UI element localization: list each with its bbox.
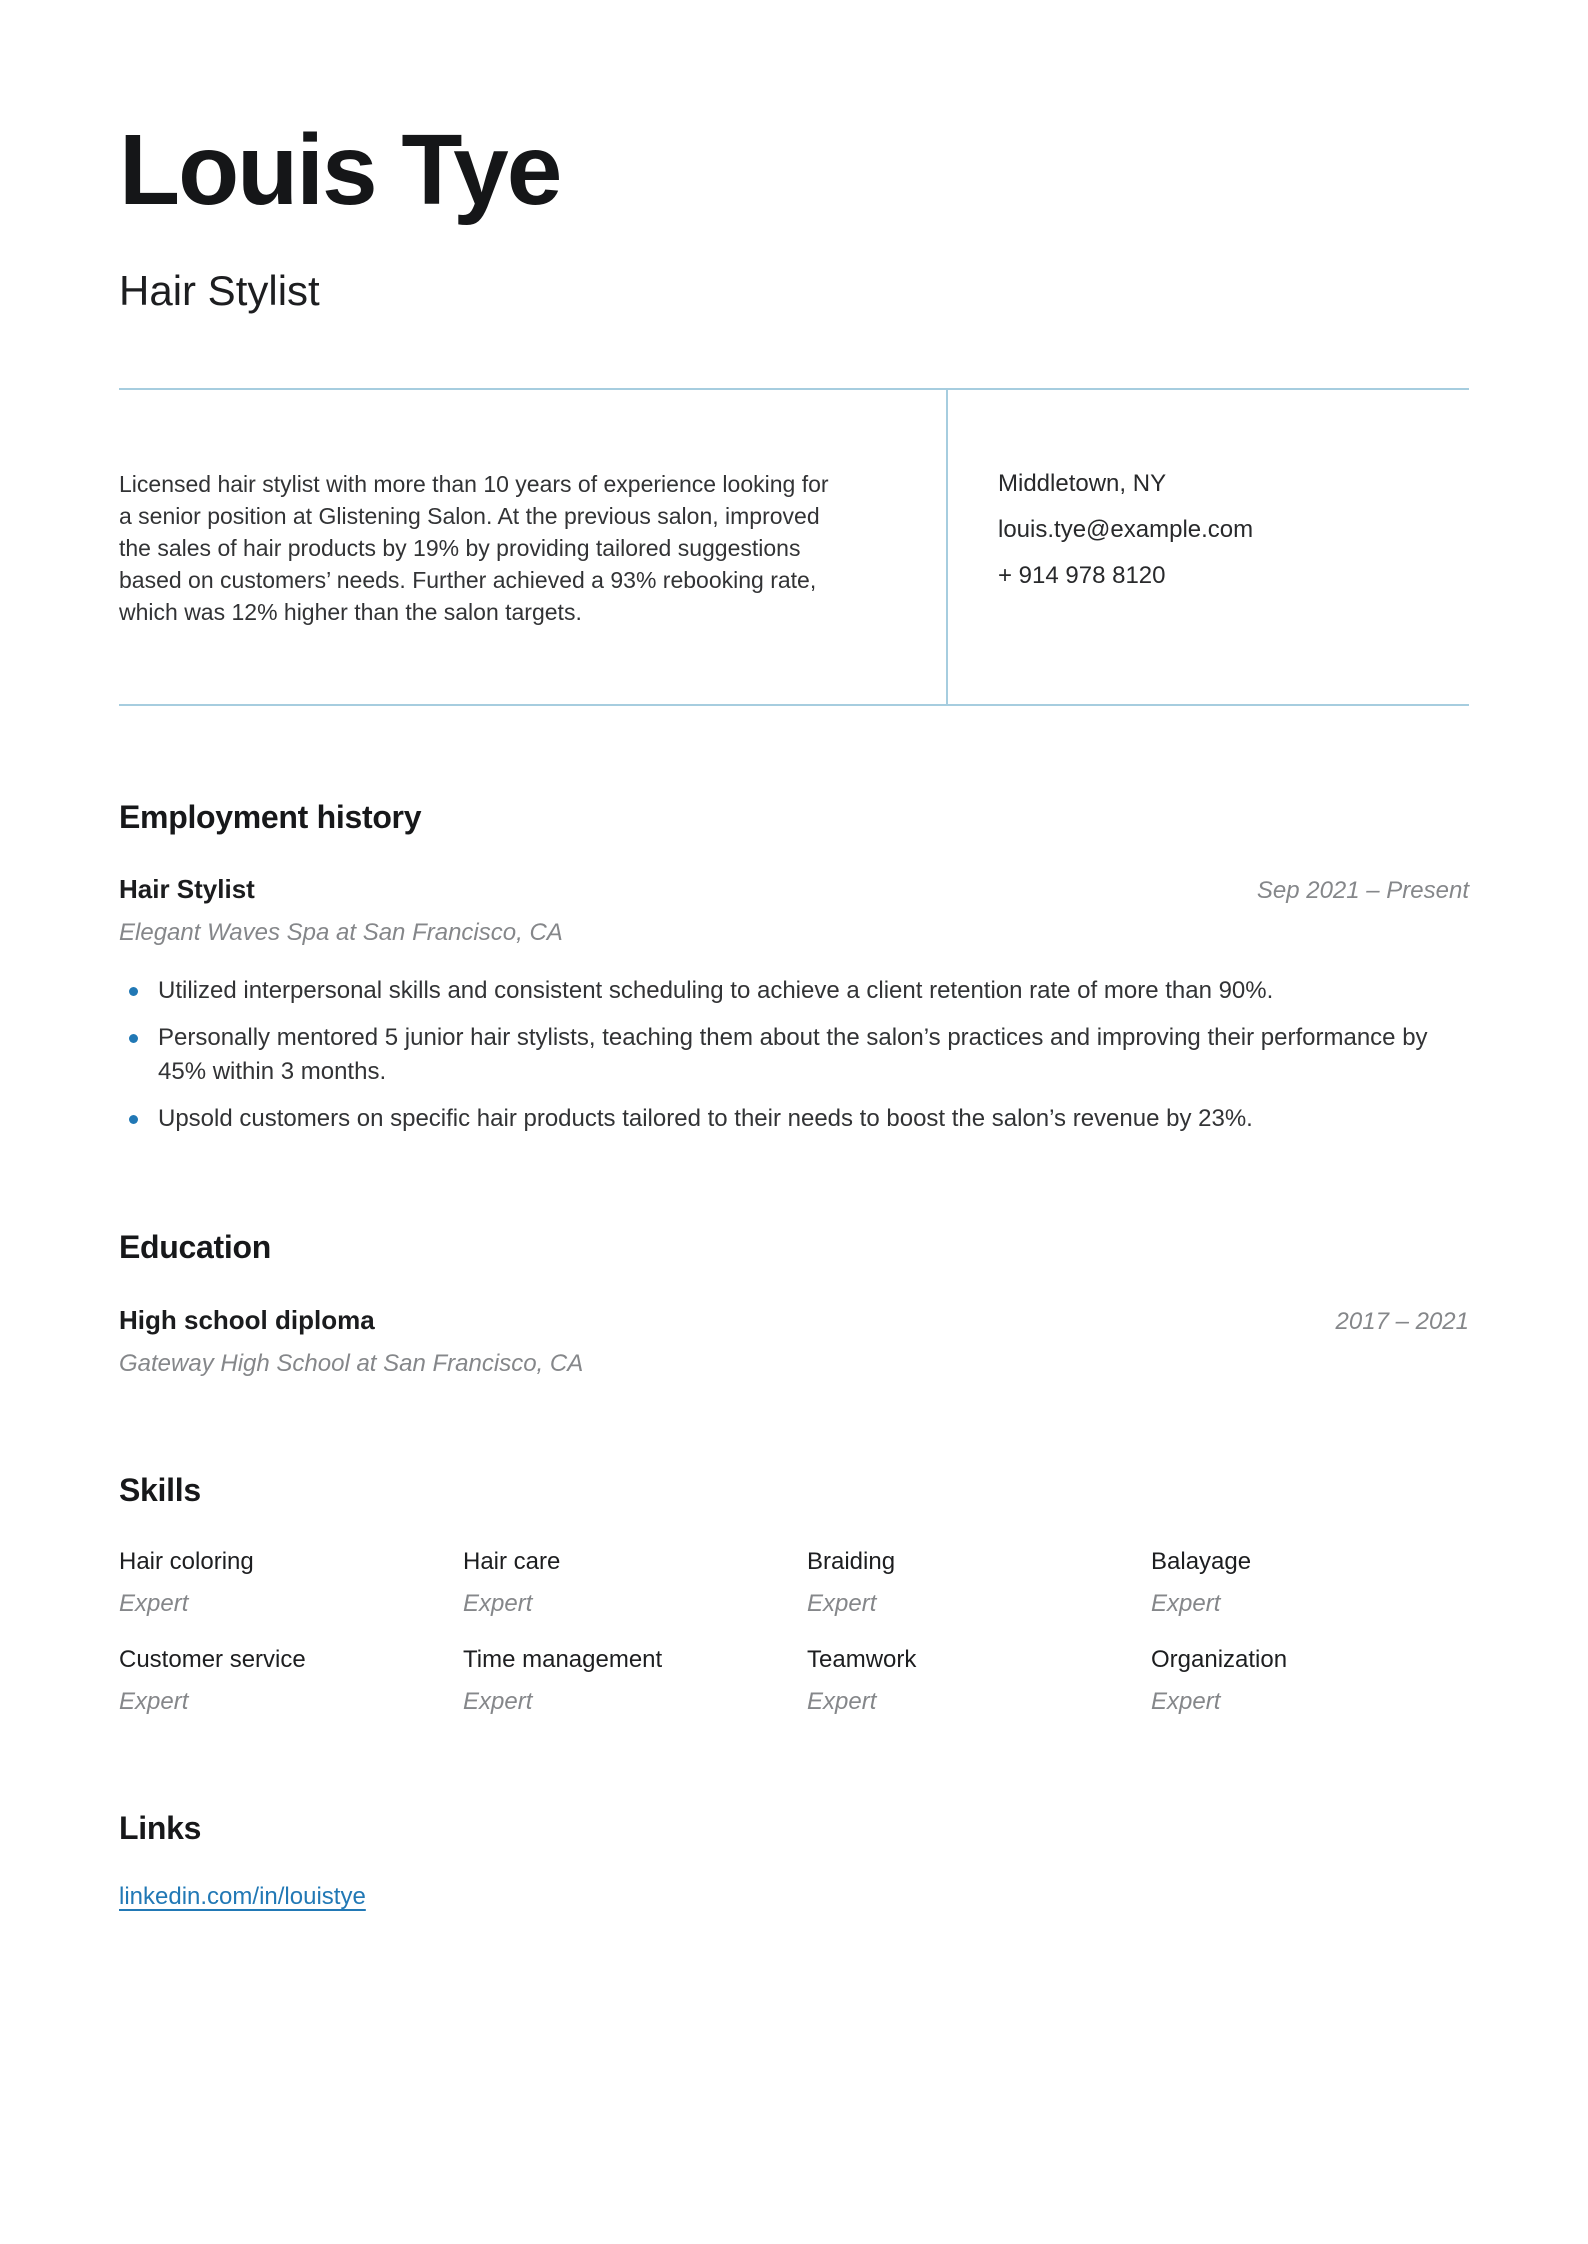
resume-header <box>119 0 1469 314</box>
employment-heading: Employment history <box>119 799 422 836</box>
skill-item <box>463 1645 781 1717</box>
job-bullet-list <box>119 974 1469 1136</box>
skill-item <box>463 1547 781 1619</box>
skill-level: Expert <box>119 1590 189 1618</box>
education-dates: 2017 – 2021 <box>1335 1307 1469 1335</box>
contact-info <box>946 390 1469 704</box>
skill-level: Expert <box>807 1688 877 1716</box>
links-section <box>119 1809 1469 1911</box>
skill-item <box>119 1547 437 1619</box>
education-heading: Education <box>119 1229 271 1266</box>
skill-item <box>807 1645 1125 1717</box>
skill-name: Hair coloring <box>119 1548 254 1576</box>
skills-section <box>119 1471 1469 1717</box>
skill-name: Braiding <box>807 1548 896 1576</box>
intro-section <box>119 388 1469 706</box>
job-bullet: Upsold customers on specific hair products tailored to their needs to boost the salon’s revenue by 23%. <box>119 1102 1469 1136</box>
skill-name: Teamwork <box>807 1646 917 1674</box>
link-list <box>119 1882 1469 1912</box>
skill-level: Expert <box>1151 1688 1221 1716</box>
education-degree: High school diploma <box>119 1304 375 1335</box>
linkedin-link[interactable]: linkedin.com/in/louistye <box>119 1882 366 1910</box>
job-dates: Sep 2021 – Present <box>1256 877 1469 905</box>
education-school: Gateway High School at San Francisco, CA <box>119 1349 584 1377</box>
skills-grid <box>119 1547 1469 1717</box>
education-entry-head <box>119 1305 1469 1337</box>
skill-level: Expert <box>1151 1590 1221 1618</box>
job-bullet: Personally mentored 5 junior hair stylists, teaching them about the salon’s practices and improving their performance by 45% within 3 months. <box>119 1021 1469 1089</box>
skill-level: Expert <box>807 1590 877 1618</box>
contact-email: louis.tye@example.com <box>998 516 1254 544</box>
skill-level: Expert <box>463 1688 533 1716</box>
candidate-name: Louis Tye <box>119 114 561 226</box>
skill-level: Expert <box>119 1688 189 1716</box>
education-section <box>119 1228 1469 1378</box>
job-entry-head <box>119 874 1469 906</box>
profile-summary: Licensed hair stylist with more than 10 years of experience looking for a senior position at Glistening Salon. At the previous salon, improved the sales of hair products by 19% by providing tailored suggestions based on customers’ needs. Further achieved a 93% rebooking rate, which was 12% higher than the salon targets. <box>119 471 829 626</box>
employment-section <box>119 798 1469 1136</box>
skill-name: Balayage <box>1151 1548 1252 1576</box>
job-company: Elegant Waves Spa at San Francisco, CA <box>119 919 563 947</box>
skill-item <box>1151 1645 1469 1717</box>
skill-item <box>1151 1547 1469 1619</box>
skills-heading: Skills <box>119 1471 201 1508</box>
contact-location: Middletown, NY <box>998 470 1167 498</box>
skill-name: Time management <box>463 1646 663 1674</box>
job-bullet: Utilized interpersonal skills and consistent scheduling to achieve a client retention rate of more than 90%. <box>119 974 1469 1008</box>
education-entry <box>119 1305 1469 1379</box>
job-title: Hair Stylist <box>119 874 255 905</box>
job-entry <box>119 874 1469 1136</box>
skill-name: Customer service <box>119 1646 306 1674</box>
candidate-job-title: Hair Stylist <box>119 267 320 314</box>
skill-item <box>807 1547 1125 1619</box>
skill-name: Organization <box>1151 1646 1288 1674</box>
contact-phone: + 914 978 8120 <box>998 562 1166 590</box>
links-heading: Links <box>119 1810 202 1847</box>
skill-level: Expert <box>463 1590 533 1618</box>
skill-name: Hair care <box>463 1548 561 1576</box>
skill-item <box>119 1645 437 1717</box>
